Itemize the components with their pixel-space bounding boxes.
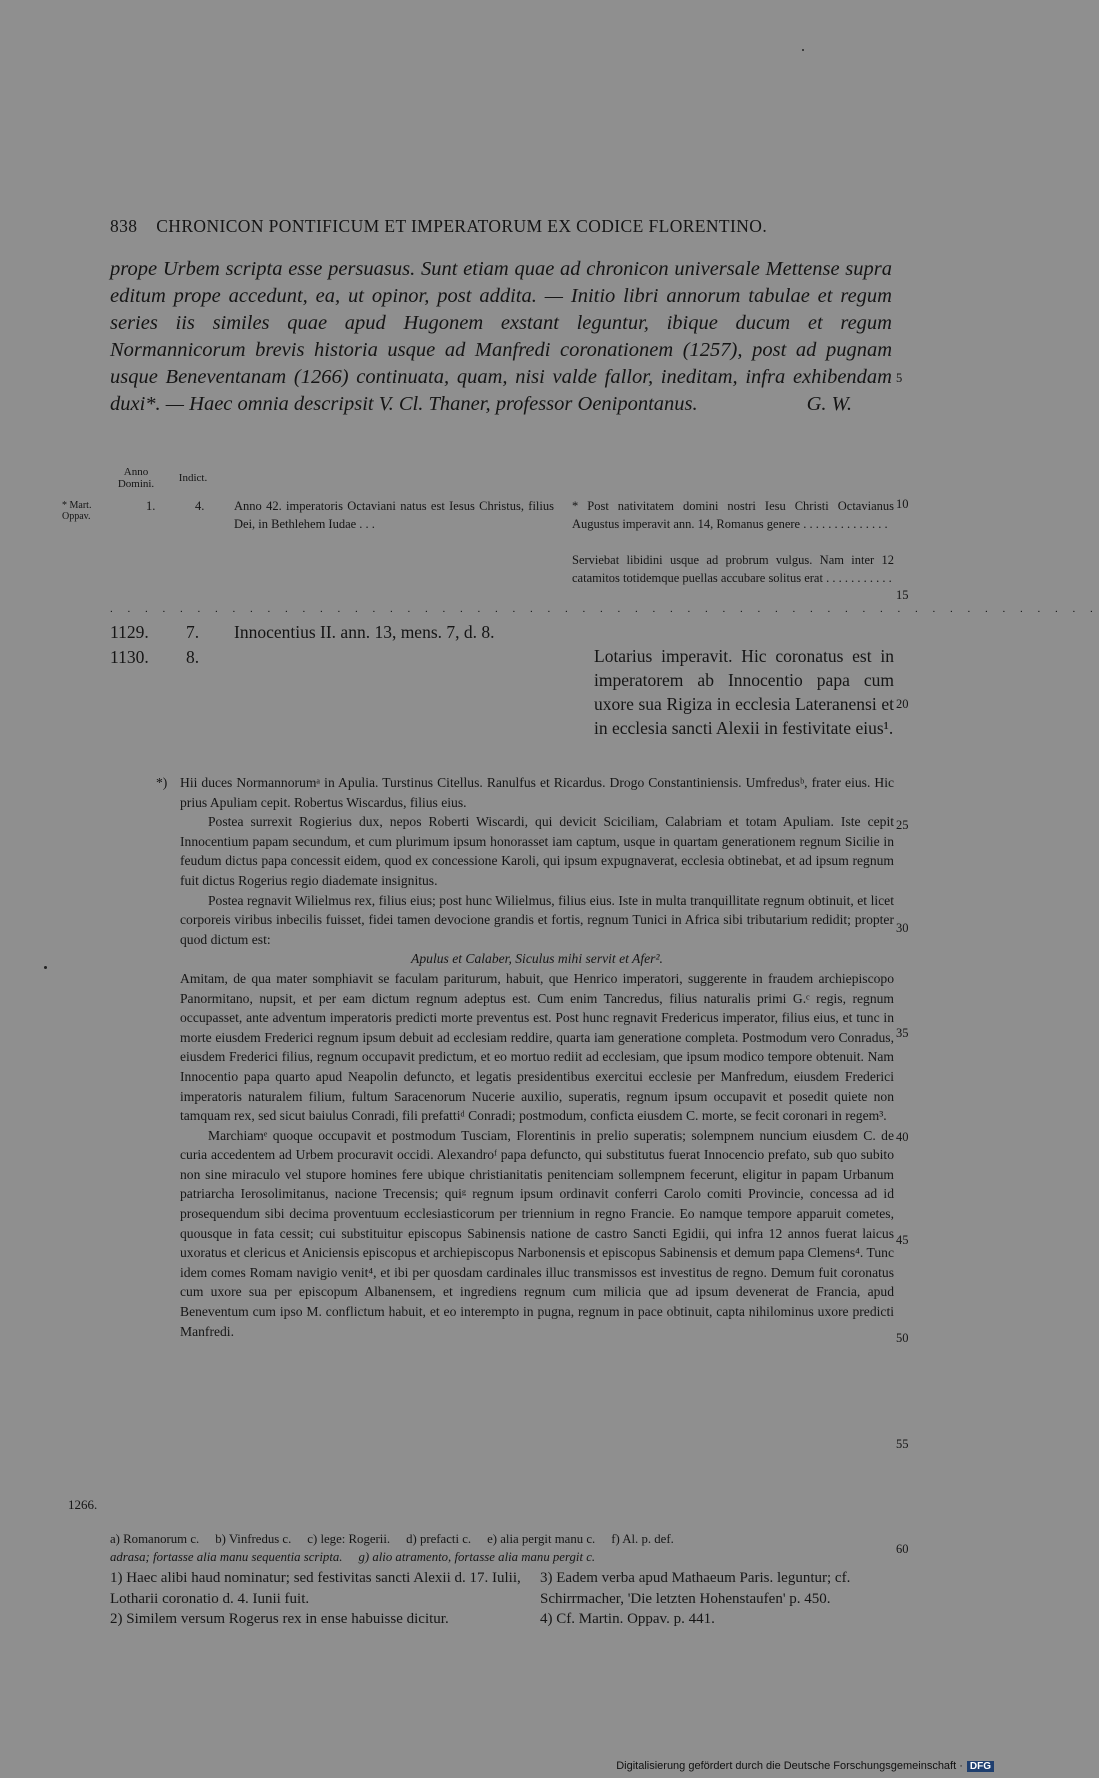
intro-text: prope Urbem scripta esse persuasus. Sunt etiam quae ad chronicon universale Mettense supra editum prope accedunt, ea, ut opinor, post addita. — Initio libri annorum tabulae et regum series iis similes quae apud Hugonem exstant leguntur, ibique ducum et regum Normannicorum brevis historia usque ad Manfredi coronationem (1257), post ad pugnam usque Beneventanam (1266) continuata, quam, nisi valde fallor, ineditam, infra exhibendam duxi*. — Haec omnia descripsit V. Cl. Thaner, professor Oenipontanus. [110,258,892,415]
footnote-3: 3) Eadem verba apud Mathaeum Paris. leguntur; cf. Schirrmacher, 'Die letzten Hohenstaufen' p. 450. [540,1570,851,1607]
footer-credit-text: Digitalisierung gefördert durch die Deutsche Forschungsgemeinschaft · [616,1760,963,1772]
line-number: 10 [896,497,909,511]
row2-text: Innocentius II. ann. 13, mens. 7, d. 8. [234,622,495,642]
row1-right-text-1: * Post nativitatem domini nostri Iesu Christi Octavianus Augustus imperavit ann. 14, Romanus genere . . . . . . . . . . . . . . [572,499,894,531]
apparatus-line: a) Romanorum c. b) Vinfredus c. c) lege: Rogerii. d) prefacti c. e) alia pergit manu c. f) Al. p. def. [110,1532,674,1546]
line-number: 20 [896,697,909,711]
speck-mark [802,49,804,51]
dfg-logo: DFG [967,1761,994,1772]
column-head-indict: Indict. [178,472,208,484]
row3-anno: 1130. [110,647,149,667]
line-number: 15 [896,588,909,602]
row1-right-text-2: Serviebat libidini usque ad probrum vulgus. Nam inter 12 catamitos totidemque puellas accubare solitus erat . . . . . . . . . . . [572,553,894,585]
row1-indict: 4. [195,499,205,513]
column-head-anno: Anno Domini. [117,466,155,490]
apparatus-line: adrasa; fortasse alia manu sequentia scripta. g) alio atramento, fortasse alia manu pergit c. [110,1550,596,1564]
line-number: 35 [896,1026,909,1040]
note-paragraph: Hii duces Normannorumᵃ in Apulia. Turstinus Citellus. Ranulfus et Ricardus. Drogo Constantiniensis. Umfredusᵇ, frater eius. Hic prius Apuliam cepit. Robertus Wiscardus, filius eius. [180,775,894,810]
note-verse: Apulus et Calaber, Siculus mihi servit et Afer². [411,951,663,967]
speck-mark [44,966,47,969]
page-number: 838 [110,216,138,236]
footer-credit [616,1760,994,1772]
intro-signature: G. W. [806,393,852,415]
footnote-4: 4) Cf. Martin. Oppav. p. 441. [540,1611,715,1627]
intro-paragraph [110,256,892,418]
note-paragraph: Postea regnavit Wilielmus rex, filius eius; post hunc Wilielmus, filius eius. Iste in multa tranquillitate regnum obtinuit, et licet corporeis viribus inbecilis fuisset, fidei tamen devocione grandis et fortis, regnum Tunici in Africa sibi tributarium redidit; propter quod dictum est: [180,892,894,947]
line-number: 5 [896,371,903,385]
note-marker: *) [156,775,168,790]
footnote-1: 1) Haec alibi haud nominatur; sed festivitas sancti Alexii d. 17. Iulii, Lotharii coronatio d. 4. Iunii fuit. [110,1570,521,1607]
margin-year: 1266. [68,1497,98,1512]
line-number: 30 [896,921,909,935]
note-paragraph: Amitam, de qua mater somphiavit se faculam pariturum, habuit, que Henrico imperatori, suggerente in fraudem archiepiscopo Panormitano, nupsit, et per eam dictum regnum adeptus est. Cum enim Tancredus, filius naturalis primi G.ᶜ regis, regnum occupasset, ante adventum imperatoris predicti morte preventus est. Post hunc regnavit Fredericus imperator, filius eius, et tunc in morte eiusdem Frederici regnum ipsum debuit ad ecclesiam reddire, quarta iam generatione completa. Postmodum vero Conradus, eiusdem Frederici filius, regnum occupavit predictum, et eo mortuo rediit ad ecclesiam, que ipsum modico tempore obtenuit. Nam Innocentio papa quarto apud Neapolin defuncto, et legatis presidentibus exercitui ecclesie per Manfredum, eiusdem Frederici imperatoris naturalem filium, fultum Saracenorum Nucerie auxilio, superatis, regnum ipsum occupavit et posedit quiete non tamquam rex, sed sicut baiulus Conradi, fili prefattiᵈ Conradi; postmodum, conficta eiusdem C. morte, se fecit coronari in regem³. [180,970,894,1124]
page-title: CHRONICON PONTIFICUM ET IMPERATORUM EX CODICE FLORENTINO. [156,216,768,236]
line-number: 45 [896,1233,909,1247]
note-paragraph: Marchiamᵉ quoque occupavit et postmodum Tusciam, Florentinis in prelio superatis; solempnem nuncium eiusdem C. de curia accedentem ad Urbem procuravit occidi. Alexandroᶠ papa defuncto, qui substitutus fuerat Innocencio prefato, sub quo subito non sine miraculo vel stupore homines fere ubique christianitatis penitenciam sollempnem fecerunt, eligitur in papam Urbanum patriarcha Ierosolimitanus, nacione Trecensis; quiᵍ regnum ipsum ordinavit conferri Carolo comiti Provincie, concessa ad id prosequendum sibi decima proventuum ecclesiasticorum per triennium in regno Francie. Eo namque tempore apparuit cometes, quousque in fata cessit; cui substituitur episcopus Sabinensis natione de castro Sancti Egidii, qui infra 12 annos fuerat laicus uxoratus et clericus et Aniciensis episcopus et archiepiscopus Narbonensis et episcopus Sabinensis et demum papa Clemens⁴. Tunc idem comes Romam navigio venit⁴, et ibi per quosdam cardinales illuc transmissos est investitus de regno. Demum fuit coronatus cum uxore sua per episcopum Albanensem, et ingrediens regnum cum milicia que ad ipsum devenerat de Francia, apud Beneventum cum ipso M. conflictum habuit, et eo interempto in pugna, regnum in pace obtinuit, capta nihilominus uxore predicti Manfredi. [180,1127,894,1339]
row2-anno: 1129. [110,622,149,642]
row1-anno: 1. [146,499,156,513]
line-number: 25 [896,818,909,832]
row3-indict: 8. [186,647,200,667]
margin-source-note: * Mart. Oppav. [62,500,92,522]
line-number: 60 [896,1542,909,1556]
row2-indict: 7. [186,622,200,642]
dotted-separator: . . . . . . . . . . . . . . . . . . . . . . . . . . . . . . . . . . . . . . . . . . . . . . . . . . . . . . . . . [110,603,1099,615]
line-number: 40 [896,1130,909,1144]
normannorum-note [180,773,894,1341]
note-paragraph: Postea surrexit Rogierius dux, nepos Roberti Wiscardi, qui devicit Sciciliam, Calabriam et totam Apuliam. Iste cepit Innocentium papam secundum, et cum plurimum ipsum honorasset iam captum, usque in quartam generationem regnum Sicilie in feudum dictus papa concessit eidem, quod ex concessione Karoli, qui ipsum expugnaverat, ecclesia obtinebat, et ad ipsum regnum fuit dictus Rogerius regio diademate insignitus. [180,814,894,888]
running-head [110,216,767,237]
row3-text: Lotarius imperavit. Hic coronatus est in imperatorem ab Innocentio papa cum uxore sua Rigiza in ecclesia Lateranensi et in ecclesia sancti Alexii in festivitate eius¹. [594,646,894,738]
line-number: 50 [896,1331,909,1345]
critical-apparatus [110,1530,892,1566]
row1-left-text: Anno 42. imperatoris Octaviani natus est Iesus Christus, filius Dei, in Bethlehem Iudae . . . [234,499,554,531]
footnote-2: 2) Similem versum Rogerus rex in ense habuisse dicitur. [110,1611,449,1627]
line-number: 55 [896,1437,909,1451]
